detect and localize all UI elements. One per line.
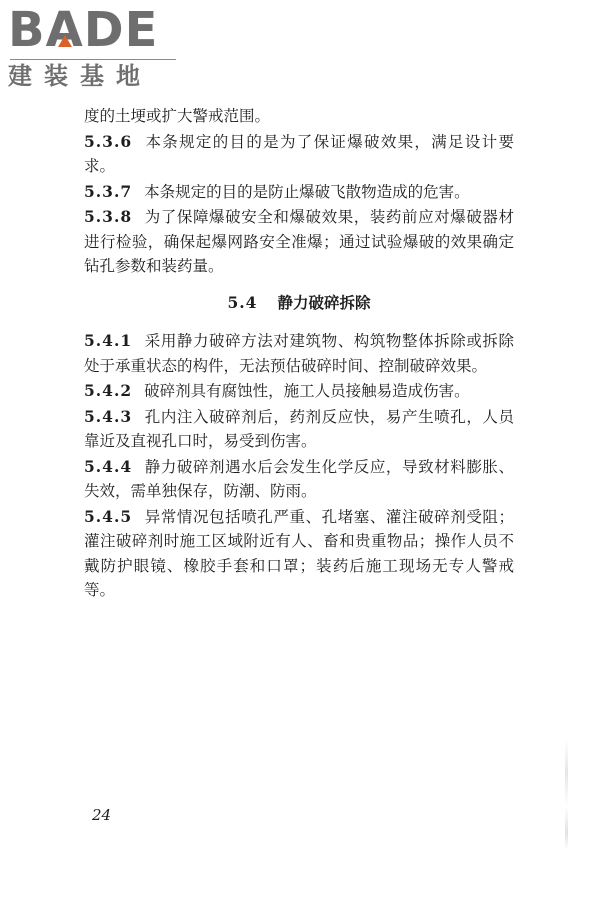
clause-5-3-7: [84, 180, 514, 205]
clause-text: 孔内注入破碎剂后，药剂反应快，易产生喷孔，人员靠近及直视孔口时，易受到伤害。: [84, 407, 514, 450]
clause-text: 破碎剂具有腐蚀性，施工人员接触易造成伤害。: [144, 382, 470, 400]
document-body: [84, 104, 514, 604]
section-title: 静力破碎拆除: [277, 292, 371, 312]
logo-wordmark: [8, 4, 178, 56]
logo-tagline: 建装基地: [8, 62, 152, 90]
section-number: 5.4: [227, 292, 258, 312]
clause-number: 5.4.5: [84, 506, 133, 526]
logo-letter-a: A: [45, 2, 84, 58]
scan-edge-shadow: [565, 740, 568, 850]
clause-5-4-2: [84, 379, 514, 404]
clause-number: 5.4.4: [84, 456, 133, 476]
clause-5-3-6: [84, 130, 514, 179]
clause-number: 5.4.2: [84, 381, 133, 400]
clause-text: 本条规定的目的是为了保证爆破效果，满足设计要求。: [84, 132, 514, 175]
clause-5-4-1: [84, 329, 514, 378]
continuation-text: 度的土埂或扩大警戒范围。: [84, 107, 271, 125]
clause-number: 5.4.1: [84, 331, 133, 350]
bade-logo: [8, 4, 178, 90]
clause-5-3-8: [84, 205, 514, 279]
clause-text: 本条规定的目的是防止爆破飞散物造成的危害。: [144, 182, 470, 201]
section-heading: [84, 291, 514, 316]
logo-triangle-icon: [58, 35, 72, 47]
clause-5-4-5: [84, 505, 514, 603]
clause-5-4-3: [84, 405, 514, 454]
clause-number: 5.3.7: [84, 181, 133, 201]
clause-text: 采用静力破碎方法对建筑物、构筑物整体拆除或拆除处于承重状态的构件，无法预估破碎时间、控制破碎效果。: [84, 332, 514, 375]
logo-letter-d: D: [83, 2, 125, 58]
page-number: 24: [92, 806, 112, 824]
logo-letter-b: B: [8, 2, 46, 58]
clause-number: 5.3.8: [84, 207, 133, 226]
clause-number: 5.3.6: [84, 131, 133, 151]
clause-text: 异常情况包括喷孔严重、孔堵塞、灌注破碎剂受阻；灌注破碎剂时施工区域附近有人、畜和贵重物品；操作人员不戴防护眼镜、橡胶手套和口罩；装药后施工现场无专人警戒等。: [84, 507, 514, 599]
logo-divider: [10, 59, 176, 60]
clause-number: 5.4.3: [84, 406, 133, 426]
clause-text: 静力破碎剂遇水后会发生化学反应，导致材料膨胀、失效，需单独保存，防潮、防雨。: [84, 457, 514, 500]
logo-letter-e: E: [124, 2, 159, 58]
clause-text: 为了保障爆破安全和爆破效果，装药前应对爆破器材进行检验，确保起爆网路安全准爆；通过试验爆破的效果确定钻孔参数和装药量。: [84, 208, 514, 275]
clause-5-4-4: [84, 455, 514, 504]
